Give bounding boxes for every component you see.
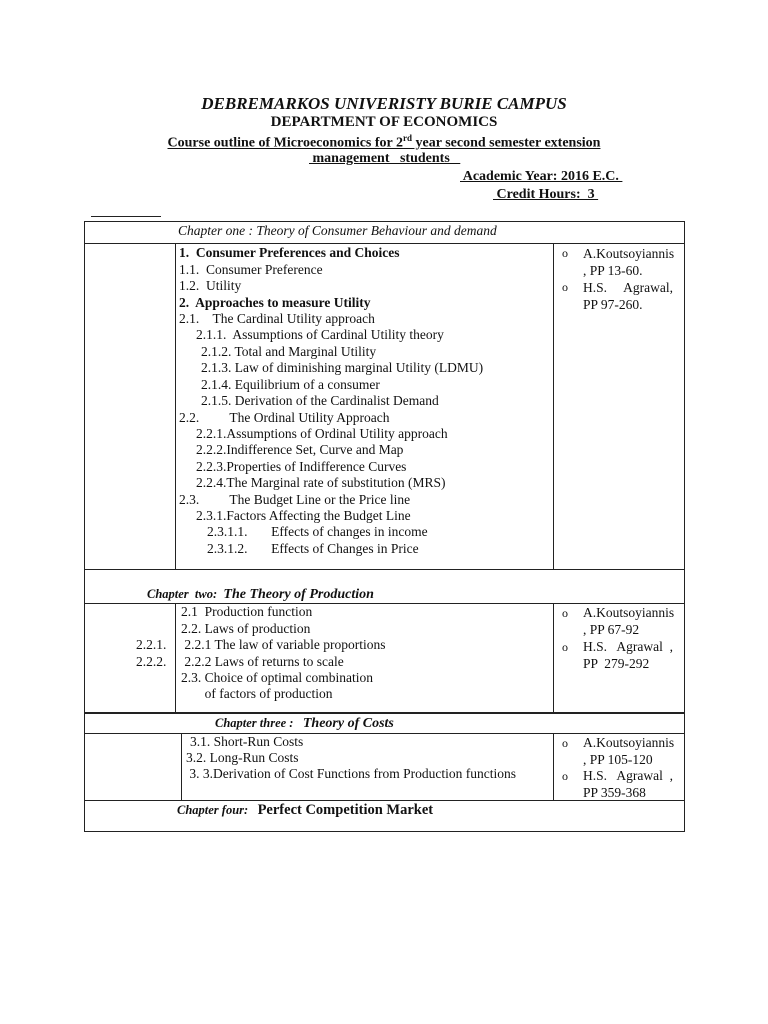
column-divider	[175, 603, 176, 712]
list-item: 2.2.1 The law of variable proportions	[181, 637, 386, 652]
department-title: DEPARTMENT OF ECONOMICS	[270, 114, 498, 130]
left-number: 2.2.1.	[136, 637, 167, 652]
reference-line: , PP 105-120	[583, 752, 653, 767]
table-top-border	[84, 221, 685, 222]
bullet-icon: o	[562, 280, 568, 294]
list-item: 3.2. Long-Run Costs	[186, 750, 299, 765]
academic-year: Academic Year: 2016 E.C.	[460, 169, 623, 184]
course-title-prefix: Course outline of Microeconomics for 2	[167, 135, 404, 151]
reference-line: A.Koutsoyiannis	[583, 605, 675, 620]
reference-line: H.S. Agrawal ,	[583, 768, 673, 783]
list-item: 2.2.2 Laws of returns to scale	[181, 654, 344, 669]
reference-line: , PP 13-60.	[583, 263, 643, 278]
chapter-one-title-text: Chapter one : Theory of Consumer Behaviour and demand	[178, 223, 497, 238]
column-divider	[553, 603, 554, 712]
chapter-four-name: Perfect Competition Market	[257, 802, 434, 818]
reference-line: PP 279-292	[583, 656, 650, 671]
list-item: 2.1.2. Total and Marginal Utility	[201, 344, 377, 359]
list-item: 2.3.1.2. Effects of Changes in Price	[207, 541, 419, 556]
list-item: 1.1. Consumer Preference	[179, 262, 323, 277]
row-divider	[84, 712, 685, 714]
reference-line: A.Koutsoyiannis	[583, 735, 675, 750]
reference-line: PP 359-368	[583, 785, 646, 800]
list-item: 2. Approaches to measure Utility	[179, 295, 371, 310]
course-title-sup: rd	[403, 133, 413, 143]
chapter-three-title	[215, 715, 394, 732]
reference-line: H.S. Agrawal,	[583, 280, 673, 295]
chapter-four-title	[177, 802, 433, 819]
bullet-icon: o	[562, 736, 568, 750]
list-item: 2.3.1.Factors Affecting the Budget Line	[196, 508, 411, 523]
list-item: 1. Consumer Preferences and Choices	[179, 245, 400, 260]
list-item: 2.1.3. Law of diminishing marginal Utility (LDMU)	[201, 360, 484, 375]
list-item: 2.3. The Budget Line or the Price line	[179, 492, 411, 507]
bullet-icon: o	[562, 769, 568, 783]
column-divider	[175, 243, 176, 569]
table-bottom-border	[84, 831, 685, 832]
reference-line: H.S. Agrawal ,	[583, 639, 673, 654]
chapter-two-label: Chapter two:	[147, 587, 224, 601]
course-outline-title-line2: management students	[309, 151, 461, 166]
short-rule	[91, 216, 161, 217]
left-number: 2.2.2.	[136, 654, 167, 669]
list-item: 2.2. Laws of production	[181, 621, 311, 636]
chapter-three-label: Chapter three :	[215, 716, 303, 730]
reference-line: PP 97-260.	[583, 297, 643, 312]
list-item: 2.1.5. Derivation of the Cardinalist Demand	[201, 393, 439, 408]
column-divider	[553, 733, 554, 800]
list-item: of factors of production	[181, 686, 333, 701]
bullet-icon: o	[562, 640, 568, 654]
list-item: 2.1.4. Equilibrium of a consumer	[201, 377, 380, 392]
column-divider	[553, 243, 554, 569]
list-item: 2.2. The Ordinal Utility Approach	[179, 410, 390, 425]
table-right-border	[684, 221, 685, 831]
row-divider	[84, 569, 685, 570]
reference-line: , PP 67-92	[583, 622, 640, 637]
chapter-three-name: Theory of Costs	[302, 716, 394, 731]
list-item: 2.1.1. Assumptions of Cardinal Utility theory	[196, 327, 444, 342]
list-item: 2.1 Production function	[181, 604, 313, 619]
list-item: 2.2.3.Properties of Indifference Curves	[196, 459, 407, 474]
bullet-icon: o	[562, 246, 568, 260]
table-left-border	[84, 221, 85, 831]
chapter-two-title	[147, 586, 374, 603]
column-divider	[181, 733, 182, 800]
list-item: 3.1. Short-Run Costs	[190, 734, 304, 749]
university-title: DEBREMARKOS UNIVERISTY BURIE CAMPUS	[201, 94, 567, 113]
list-item: 2.3. Choice of optimal combination	[181, 670, 373, 685]
course-outline-title	[0, 133, 768, 152]
credit-hours: Credit Hours: 3	[493, 187, 599, 202]
list-item: 2.1. The Cardinal Utility approach	[179, 311, 375, 326]
chapter-four-label: Chapter four:	[177, 803, 258, 817]
list-item: 2.2.2.Indifference Set, Curve and Map	[196, 442, 404, 457]
chapter-one-title	[178, 223, 497, 239]
bullet-icon: o	[562, 606, 568, 620]
list-item: 2.2.4.The Marginal rate of substitution (MRS)	[196, 475, 446, 490]
list-item: 1.2. Utility	[179, 278, 242, 293]
list-item: 2.3.1.1. Effects of changes in income	[207, 524, 428, 539]
reference-line: A.Koutsoyiannis	[583, 246, 675, 261]
course-title-suffix: year second semester extension	[412, 135, 601, 151]
list-item: 2.2.1.Assumptions of Ordinal Utility approach	[196, 426, 448, 441]
list-item: 3. 3.Derivation of Cost Functions from Production functions	[186, 766, 516, 781]
chapter-two-name: The Theory of Production	[223, 587, 374, 602]
